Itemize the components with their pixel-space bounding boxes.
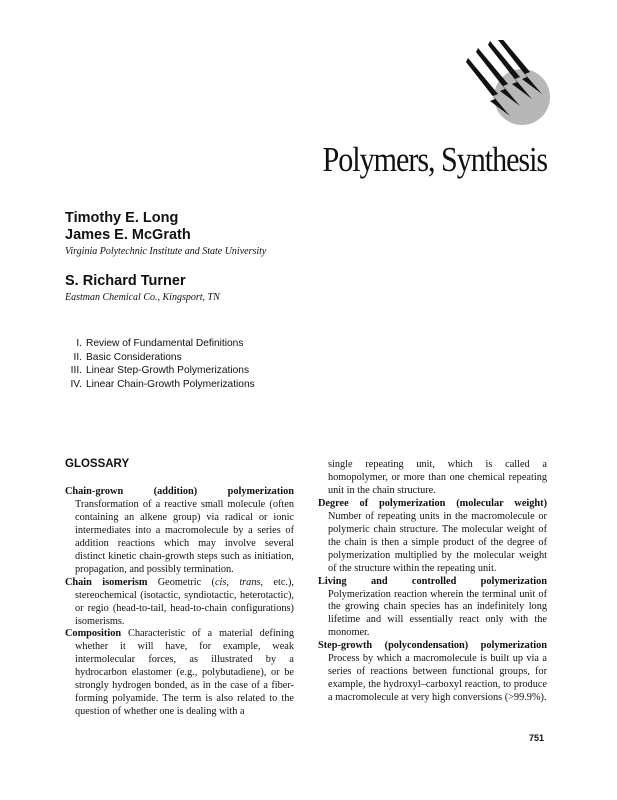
- toc-item[interactable]: [62, 337, 255, 351]
- glossary-definition: ,: [226, 576, 240, 588]
- page-number: 751: [529, 733, 545, 743]
- author-affiliation: Eastman Chemical Co., Kingsport, TN: [65, 292, 220, 303]
- glossary-definition: Process by which a macromolecule is built up via a series of reactions between functional groups, for example, the hydroxyl–carboxyl reaction, to produce a macromolecule at very high conversions (>99.9%).: [328, 653, 547, 704]
- glossary-definition: , etc.), stereochemical (isotactic, syndiotactic, heterotactic), or regio (head-to-tail, head-to-chain configurations) isomerisms.: [75, 576, 294, 627]
- toc-number: III.: [70, 365, 82, 377]
- glossary-column-left: [65, 486, 294, 719]
- toc-item[interactable]: [62, 378, 255, 392]
- glossary-entry: [65, 628, 294, 719]
- glossary-definition: Transformation of a reactive small molecule (often containing an alkene group) via radical or ionic intermediates into a macromolecule by a series of addition reactions which may involve several distinct kinetic chain-growth steps such as initiation, propagation, and possibly termination.: [75, 498, 294, 575]
- glossary-entry: [318, 576, 547, 641]
- author-name: Timothy E. Long: [65, 210, 179, 226]
- toc-number: I.: [76, 338, 82, 349]
- glossary-heading: GLOSSARY: [65, 458, 130, 470]
- glossary-entry: [65, 577, 294, 629]
- glossary-definition: Geometric (: [147, 576, 215, 588]
- glossary-term: Composition: [65, 628, 122, 640]
- glossary-definition: Number of repeating units in the macromolecule or polymeric chain structure. The molecular weight of the chain is then a simple product of the degree of polymerization multiplied by the molecular weight of the structure within the repeating unit.: [328, 510, 547, 574]
- toc-number: II.: [73, 351, 82, 363]
- glossary-entry: [318, 498, 547, 576]
- author-affiliation: Virginia Polytechnic Institute and State University: [65, 246, 267, 257]
- glossary-entry: [318, 640, 547, 705]
- glossary-term: Degree of polymerization (molecular weight): [318, 497, 547, 509]
- toc-item[interactable]: [62, 364, 255, 378]
- glossary-term: Chain-grown (addition) polymerization: [65, 486, 294, 497]
- glossary-term: Living and controlled polymerization: [318, 575, 547, 587]
- toc-label: Review of Fundamental Definitions: [86, 338, 244, 349]
- lightning-bolts-logo-icon: [460, 40, 550, 125]
- glossary-entry-continuation: single repeating unit, which is called a homopolymer, or more than one chemical repeating unit in the chain structure.: [328, 459, 547, 496]
- toc-label: Linear Chain-Growth Polymerizations: [86, 378, 255, 390]
- glossary-emphasis: trans: [239, 576, 261, 588]
- table-of-contents: [62, 337, 255, 391]
- author-name: S. Richard Turner: [65, 273, 186, 289]
- glossary-entry: [65, 486, 294, 577]
- glossary-definition: Polymerization reaction wherein the terminal unit of the growing chain species has an indefinitely long lifetime and will essentially react only with the monomer.: [328, 588, 547, 639]
- toc-label: Linear Step-Growth Polymerizations: [86, 365, 250, 377]
- glossary-term: Step-growth (polycondensation) polymerization: [318, 640, 547, 652]
- toc-item[interactable]: [62, 351, 255, 365]
- glossary-term: Chain isomerism: [65, 576, 148, 588]
- glossary-column-right: [318, 459, 547, 705]
- page-title: Polymers, Synthesis: [322, 140, 547, 179]
- glossary-definition: Characteristic of a material defining whether it will have, for example, weak intermolecular forces, as illustrated by a hydrocarbon elastomer (e.g., polybutadiene), or be strongly hydrogen bonded, as in the case of a fiber-forming polyamide. The term is also related to the question of whether one is dealing with a: [75, 628, 294, 718]
- toc-number: IV.: [70, 378, 82, 390]
- glossary-emphasis: cis: [214, 576, 227, 588]
- toc-label: Basic Considerations: [86, 351, 182, 363]
- author-name: James E. McGrath: [65, 227, 191, 243]
